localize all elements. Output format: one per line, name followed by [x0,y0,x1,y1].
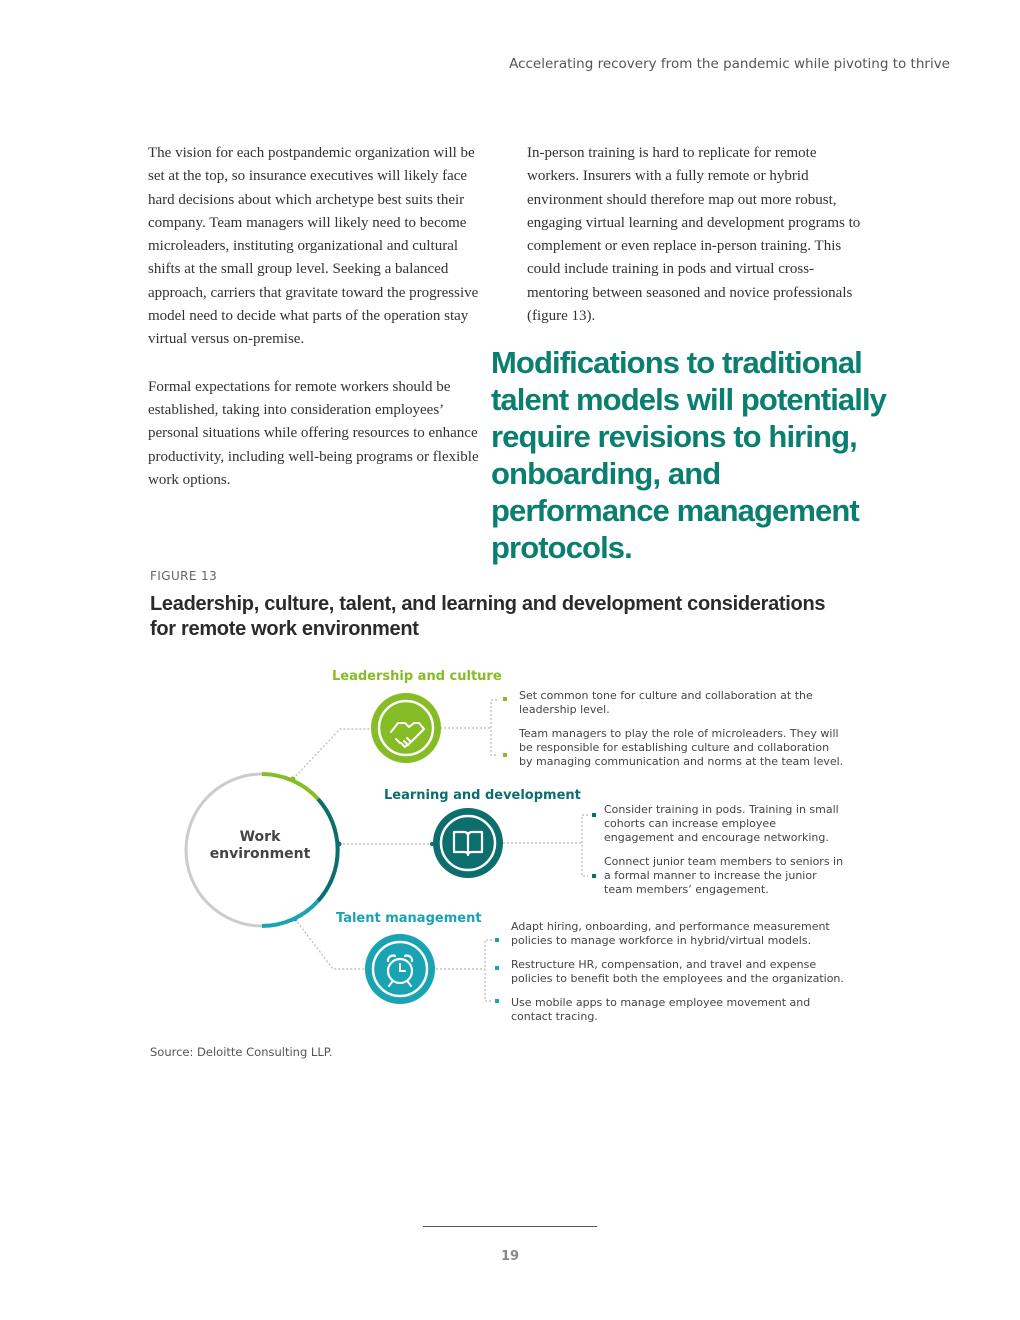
page-number: 19 [500,1249,520,1264]
marker-dot [337,842,342,847]
bullet-marker [503,753,507,757]
work-environment-label: Work environment [209,829,311,862]
learning-development-bullets [604,803,844,907]
bullet-marker [503,697,507,701]
footer-divider [423,1226,597,1227]
figure-title: Leadership, culture, talent, and learning and development considerations for remote work environment [150,593,826,640]
alarm-clock-icon [365,934,435,1004]
talent-management-title: Talent management [336,911,482,926]
bullet-marker [592,813,596,817]
list-item: Connect junior team members to seniors in a formal manner to increase the junior team members’ engagement. [604,855,844,896]
body-paragraph: The vision for each postpandemic organization will be set at the top, so insurance executives will likely face hard decisions about which archetype best suits their company. Team managers will likely need to become microleaders, instituting organizational and cultural shifts at the small group level. Seeking a balanced approach, carriers that gravitate toward the progressive model need to decide what parts of the operation stay virtual versus on-premise. [148,145,479,348]
body-paragraph: Formal expectations for remote workers should be established, taking into consideration employees’ personal situations while offering resources to enhance productivity, including well-being programs or flexible work options. [148,378,479,488]
leadership-culture-title: Leadership and culture [332,669,502,684]
list-item: Team managers to play the role of microleaders. They will be responsible for establishing culture and collaboration by managing communication and norms at the team level. [519,727,844,768]
marker-dot [293,917,298,922]
figure-source: Source: Deloitte Consulting LLP. [150,1045,333,1059]
list-item: Use mobile apps to manage employee movement and contact tracing. [511,996,811,1023]
list-item: Adapt hiring, onboarding, and performance measurement policies to manage workforce in hybrid/virtual models. [511,920,830,947]
list-item: Consider training in pods. Training in small cohorts can increase employee engagement and encourage networking. [604,803,839,844]
body-paragraph: In-person training is hard to replicate for remote workers. Insurers with a fully remote or hybrid environment should therefore map out more robust, engaging virtual learning and development programs to complement or even replace in-person training. This could include training in pods and virtual cross-mentoring between seasoned and novice professionals (figure 13). [527,145,861,325]
bullet-marker [495,966,499,970]
leadership-culture-bullets [519,689,844,779]
talent-management-bullets [511,920,851,1034]
figure-label: FIGURE 13 [150,569,218,583]
book-icon [433,808,503,878]
bullet-marker [495,999,499,1003]
list-item: Restructure HR, compensation, and travel and expense policies to benefit both the employees and the organization. [511,958,844,985]
ring-arc-leadership [262,774,318,799]
bullet-marker [592,874,596,878]
ring-arc-talent [262,901,318,926]
handshake-icon [371,693,441,763]
marker-dot [291,777,296,782]
pull-quote: Modifications to traditional talent models will potentially require revisions to hiring, onboarding, and performance management protocols. [491,345,887,565]
bullet-marker [495,938,499,942]
running-header: Accelerating recovery from the pandemic while pivoting to thrive [509,56,950,72]
learning-development-title: Learning and development [384,788,581,803]
list-item: Set common tone for culture and collaboration at the leadership level. [519,689,813,716]
